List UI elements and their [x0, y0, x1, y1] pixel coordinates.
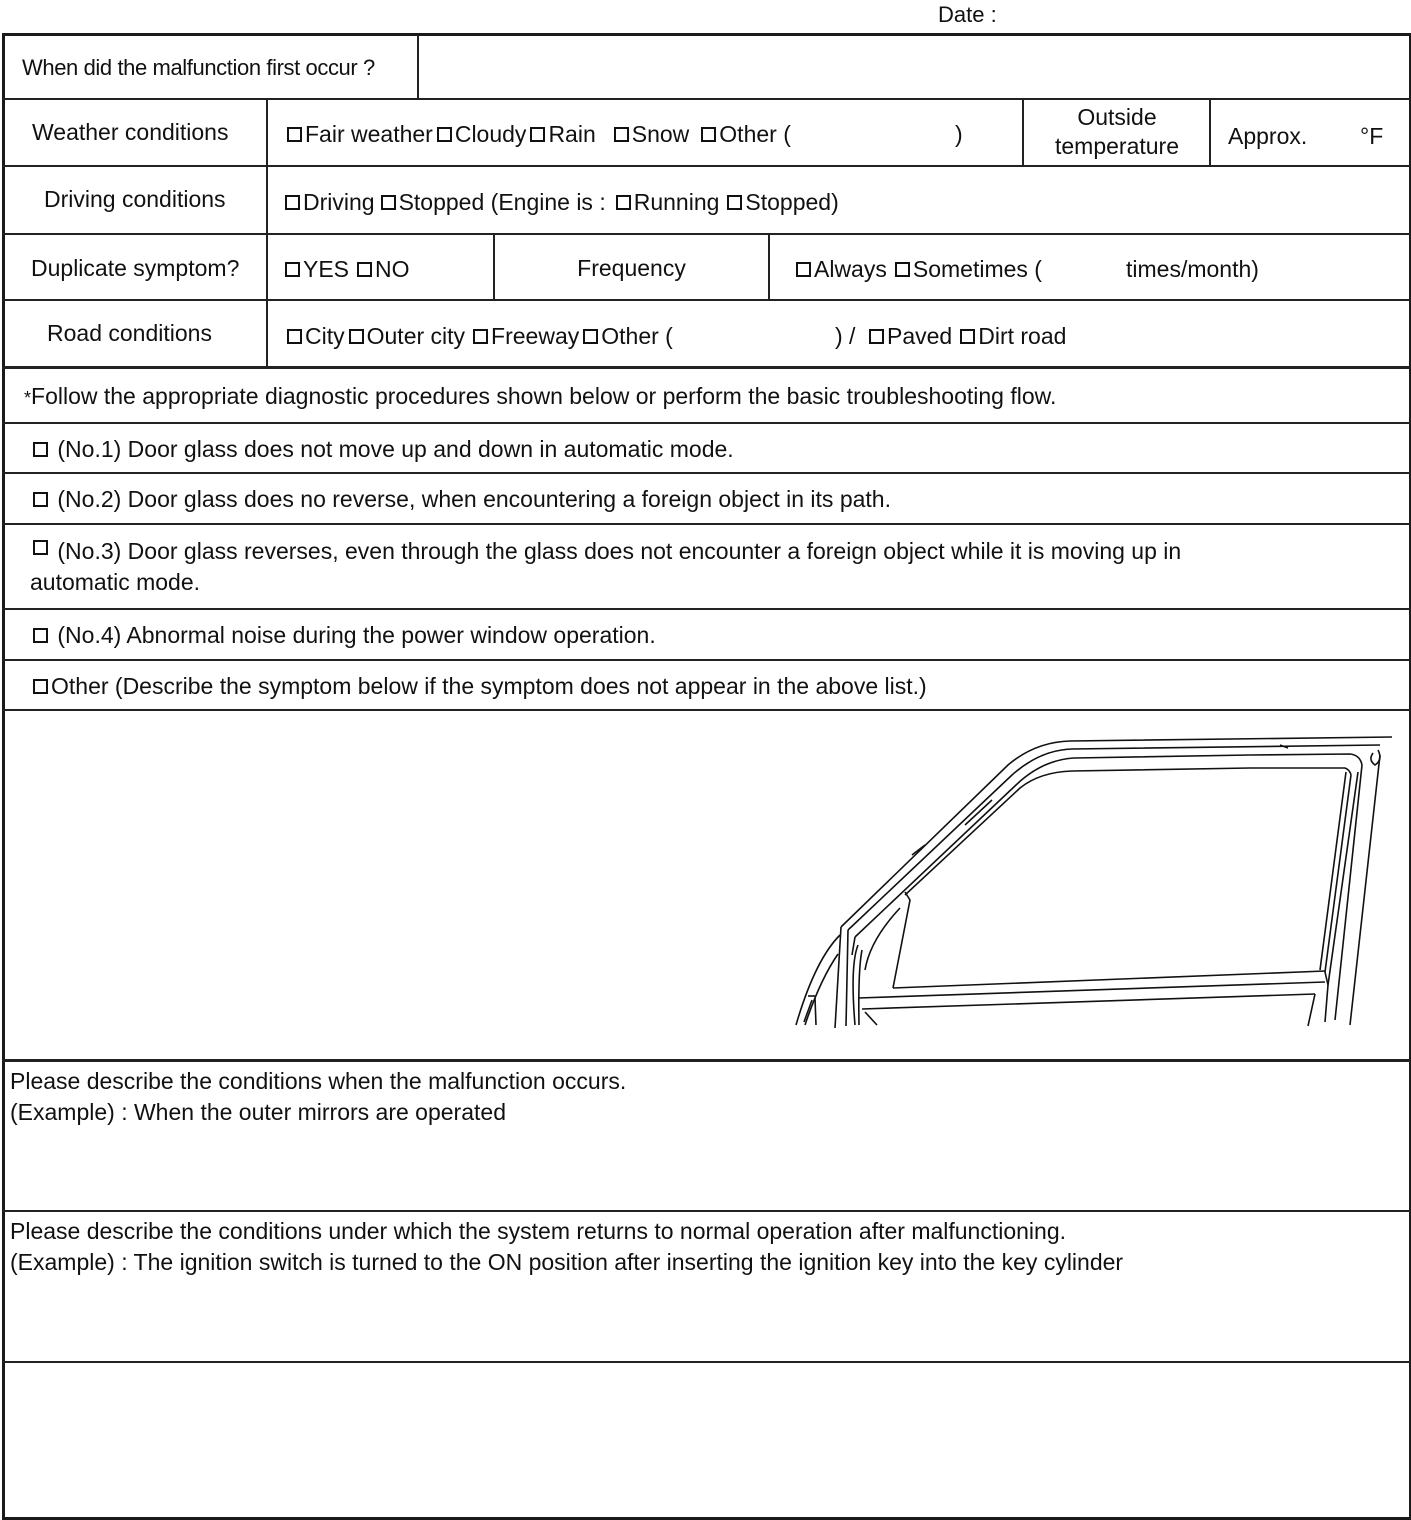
temperature-field[interactable]	[1310, 110, 1355, 155]
stopped-checkbox[interactable]: Stopped (Engine is :	[381, 189, 606, 215]
times-per-month-label: times/month)	[1126, 256, 1259, 282]
road-options	[287, 323, 673, 351]
weather-fair-checkbox[interactable]: Fair weather	[287, 121, 433, 147]
weather-other-close: )	[955, 121, 963, 147]
row-divider	[2, 472, 1410, 474]
checkbox-icon	[285, 262, 300, 277]
symptom-no3-checkbox[interactable]: (No.3) Door glass reverses, even through the glass does not encounter a foreign object while it is moving up in	[33, 538, 1181, 566]
notes-field[interactable]	[5, 1364, 1405, 1512]
weather-other-checkbox[interactable]: Other (	[701, 121, 791, 147]
road-city-checkbox[interactable]: City	[287, 323, 345, 349]
col-divider	[768, 233, 770, 300]
engine-running-checkbox[interactable]: Running	[616, 189, 720, 215]
road-conditions-label: Road conditions	[47, 320, 212, 346]
row-divider	[2, 98, 1410, 100]
row-divider	[2, 422, 1410, 424]
describe-normal-example: (Example) : The ignition switch is turned to the ON position after inserting the ignition key into the key cylinder	[10, 1249, 1124, 1275]
checkbox-icon	[616, 195, 631, 210]
checkbox-icon	[701, 127, 716, 142]
checkbox-icon	[583, 329, 598, 344]
describe-occurs-field[interactable]	[5, 1130, 1405, 1208]
always-checkbox[interactable]: Always	[796, 256, 887, 282]
weather-options	[287, 121, 791, 149]
row-divider	[2, 299, 1410, 301]
checkbox-icon	[473, 329, 488, 344]
checkbox-icon	[349, 329, 364, 344]
driving-checkbox[interactable]: Driving	[285, 189, 375, 215]
row-divider	[2, 165, 1410, 167]
weather-cloudy-checkbox[interactable]: Cloudy	[437, 121, 527, 147]
first-occur-field[interactable]	[420, 36, 1406, 98]
describe-occurs-example: (Example) : When the outer mirrors are operated	[10, 1099, 506, 1125]
row-divider	[2, 523, 1410, 525]
row-divider	[2, 1210, 1410, 1212]
road-outer-city-checkbox[interactable]: Outer city	[349, 323, 465, 349]
date-label: Date :	[938, 2, 997, 27]
symptom-other-checkbox[interactable]: Other (Describe the symptom below if the symptom does not appear in the above list.)	[33, 673, 927, 701]
checkbox-icon	[285, 195, 300, 210]
driving-label: Driving conditions	[44, 186, 226, 212]
checkbox-icon	[530, 127, 545, 142]
symptom-no1-checkbox[interactable]: (No.1) Door glass does not move up and down in automatic mode.	[33, 436, 734, 464]
engine-stopped-checkbox[interactable]: Stopped)	[727, 189, 838, 215]
symptom-no2-checkbox[interactable]: (No.2) Door glass does no reverse, when encountering a foreign object in its path.	[33, 486, 891, 514]
row-divider	[2, 366, 1410, 369]
frequency-label: Frequency	[577, 255, 686, 281]
col-divider	[266, 99, 268, 367]
checkbox-icon	[33, 492, 48, 507]
checkbox-icon	[33, 540, 48, 555]
checkbox-icon	[960, 329, 975, 344]
checkbox-icon	[895, 262, 910, 277]
row-divider	[2, 659, 1410, 661]
symptom-no4-checkbox[interactable]: (No.4) Abnormal noise during the power window operation.	[33, 622, 656, 650]
frequency-options	[796, 256, 1042, 284]
checkbox-icon	[357, 262, 372, 277]
road-dirt-checkbox[interactable]: Dirt road	[960, 323, 1066, 349]
row-divider	[2, 608, 1410, 610]
row-divider	[2, 1361, 1410, 1363]
fahrenheit-unit: °F	[1360, 123, 1384, 149]
road-paved-checkbox[interactable]: Paved	[869, 323, 952, 349]
checkbox-icon	[33, 628, 48, 643]
road-separator: ) /	[835, 323, 856, 349]
checkbox-icon	[869, 329, 884, 344]
checkbox-icon	[727, 195, 742, 210]
col-divider	[417, 35, 419, 99]
row-divider	[2, 233, 1410, 235]
weather-rain-checkbox[interactable]: Rain	[530, 121, 595, 147]
checkbox-icon	[796, 262, 811, 277]
road-other-checkbox[interactable]: Other (	[583, 323, 673, 349]
outside-temperature-label: Outside temperature	[1054, 104, 1179, 159]
row-divider	[2, 709, 1410, 711]
duplicate-options	[285, 256, 410, 284]
duplicate-symptom-label: Duplicate symptom?	[31, 255, 240, 281]
checkbox-icon	[437, 127, 452, 142]
weather-snow-checkbox[interactable]: Snow	[614, 121, 690, 147]
duplicate-yes-checkbox[interactable]: YES	[285, 256, 349, 282]
driving-options	[285, 189, 839, 217]
checkbox-icon	[33, 679, 48, 694]
checkbox-icon	[381, 195, 396, 210]
checkbox-icon	[287, 127, 302, 142]
road-freeway-checkbox[interactable]: Freeway	[473, 323, 579, 349]
weather-label: Weather conditions	[32, 119, 229, 145]
symptom-no3-line2: automatic mode.	[30, 569, 201, 595]
duplicate-no-checkbox[interactable]: NO	[357, 256, 410, 282]
describe-occurs-prompt: Please describe the conditions when the malfunction occurs.	[10, 1068, 627, 1094]
symptom-description-field[interactable]	[5, 712, 785, 1058]
checkbox-icon	[33, 442, 48, 457]
describe-normal-field[interactable]	[5, 1280, 1405, 1359]
first-occur-label: When did the malfunction first occur ?	[22, 55, 375, 80]
describe-normal-prompt: Please describe the conditions under which the system returns to normal operation after malfunctioning.	[10, 1218, 1067, 1244]
surface-options	[869, 323, 1066, 351]
door-glass-illustration-icon	[780, 720, 1411, 1060]
checkbox-icon	[287, 329, 302, 344]
procedure-note: *Follow the appropriate diagnostic procedures shown below or perform the basic troubleshooting flow.	[24, 383, 1057, 409]
checkbox-icon	[614, 127, 629, 142]
sometimes-checkbox[interactable]: Sometimes (	[895, 256, 1042, 282]
approx-label: Approx.	[1228, 123, 1308, 149]
